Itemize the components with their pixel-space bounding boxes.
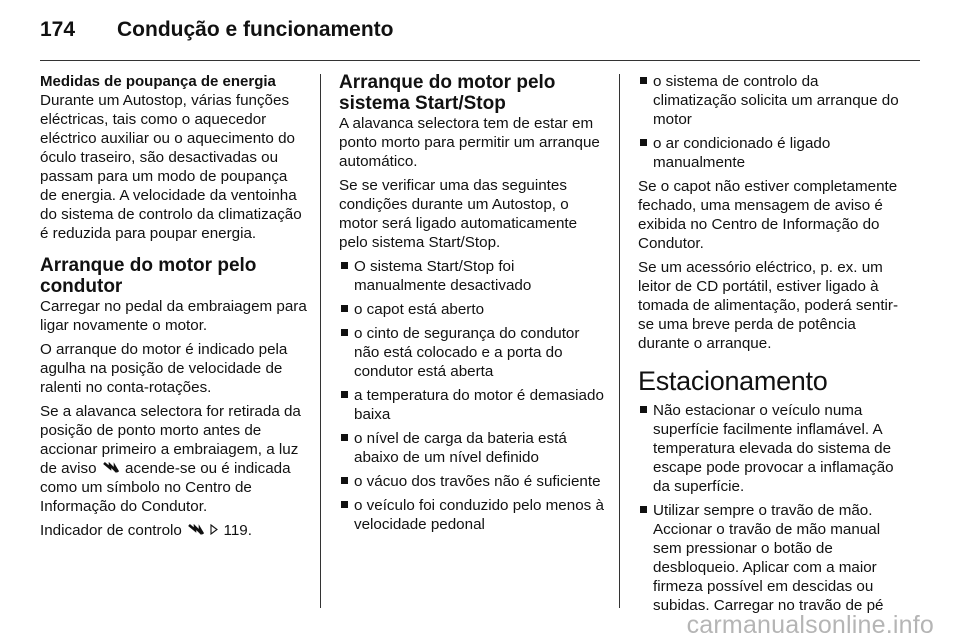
watermark: carmanualsonline.info bbox=[686, 611, 934, 639]
indicator-reference[interactable]: 119. bbox=[223, 522, 252, 539]
list-item: o vácuo dos travões não é suficiente bbox=[339, 472, 605, 491]
driver-start-heading: Arranque do motor pelo condutor bbox=[40, 255, 257, 297]
chapter-title: Condução e funcionamento bbox=[117, 18, 394, 41]
parking-list bbox=[638, 401, 906, 615]
driver-start-p3a: Se a alavanca selectora for retirada da posição de ponto morto antes de accionar primeiro a embraiagem, a luz de aviso bbox=[40, 403, 301, 477]
system-start-p2: Se se verificar uma das seguintes condições durante um Autostop, o motor será ligado automaticamente pelo sistema Start/Stop. bbox=[339, 177, 578, 251]
list-item: o veículo foi conduzido pelo menos à velocidade pedonal bbox=[339, 496, 605, 534]
list-item: O sistema Start/Stop foi manualmente desactivado bbox=[339, 257, 605, 295]
indicator-line bbox=[40, 521, 308, 540]
list-item: o sistema de controlo da climatização solicita um arranque do motor bbox=[638, 72, 906, 129]
column-2 bbox=[339, 72, 605, 539]
column-1 bbox=[40, 72, 308, 545]
list-item: o capot está aberto bbox=[339, 300, 605, 319]
energy-text: Durante um Autostop, várias funções eléctricas, tais como o aquecedor eléctrico auxiliar ou o aquecimento do óculo traseiro, são desactivadas ou passam para um modo de poupança de energia. A velocidade da ventoinha do sistema de controlo da climatização é reduzida para poupar energia. bbox=[40, 92, 302, 242]
driver-start-p3 bbox=[40, 402, 308, 516]
list-item: o nível de carga da bateria está abaixo de um nível definido bbox=[339, 429, 605, 467]
energy-heading: Medidas de poupança de energia bbox=[40, 73, 276, 90]
accessory-text: Se um acessório eléctrico, p. ex. um leitor de CD portátil, estiver ligado à tomada de alimentação, poderá sentir-se uma breve perda de potência durante o arranque. bbox=[638, 259, 899, 352]
system-start-p1: A alavanca selectora tem de estar em ponto morto para permitir um arranque automático. bbox=[339, 115, 600, 170]
page-header bbox=[40, 14, 920, 50]
driver-start-p1: Carregar no pedal da embraiagem para ligar novamente o motor. bbox=[40, 298, 307, 334]
list-item: o ar condicionado é ligado manualmente bbox=[638, 134, 906, 172]
column-divider bbox=[320, 74, 321, 608]
page-reference-icon[interactable] bbox=[210, 522, 223, 539]
list-item: Utilizar sempre o travão de mão. Accionar o travão de mão manual sem pressionar o botão de desbloqueio. Aplicar com a maior firmeza possível em descidas ou subidas. Carregar no travão de pé bbox=[638, 501, 906, 615]
column-divider bbox=[619, 74, 620, 608]
column-3 bbox=[638, 72, 906, 620]
parking-heading: Estacionamento bbox=[638, 366, 828, 396]
driver-start-p3b: acende-se ou é indicada como um símbolo no Centro de Informação do Condutor. bbox=[40, 460, 291, 515]
system-start-heading: Arranque do motor pelo sistema Start/Stop bbox=[339, 72, 556, 114]
list-item: Não estacionar o veículo numa superfície facilmente inflamável. A temperatura elevada do sistema de escape pode provocar a inflamação da superfície. bbox=[638, 401, 906, 496]
conditions-list bbox=[339, 257, 605, 534]
hood-warning-text: Se o capot não estiver completamente fechado, uma mensagem de aviso é exibida no Centro de Informação do Condutor. bbox=[638, 178, 898, 252]
list-item: a temperatura do motor é demasiado baixa bbox=[339, 386, 605, 424]
list-item: o cinto de segurança do condutor não está colocado e a porta do condutor está aberta bbox=[339, 324, 605, 381]
autostop-indicator-icon bbox=[101, 459, 121, 478]
conditions-list-continued bbox=[638, 72, 906, 172]
autostop-indicator-icon bbox=[186, 521, 206, 540]
indicator-label: Indicador de controlo bbox=[40, 522, 182, 539]
page-number: 174 bbox=[40, 18, 76, 41]
header-rule bbox=[40, 60, 920, 61]
driver-start-p2: O arranque do motor é indicado pela agulha na posição de velocidade de ralenti no conta-rotações. bbox=[40, 341, 288, 396]
